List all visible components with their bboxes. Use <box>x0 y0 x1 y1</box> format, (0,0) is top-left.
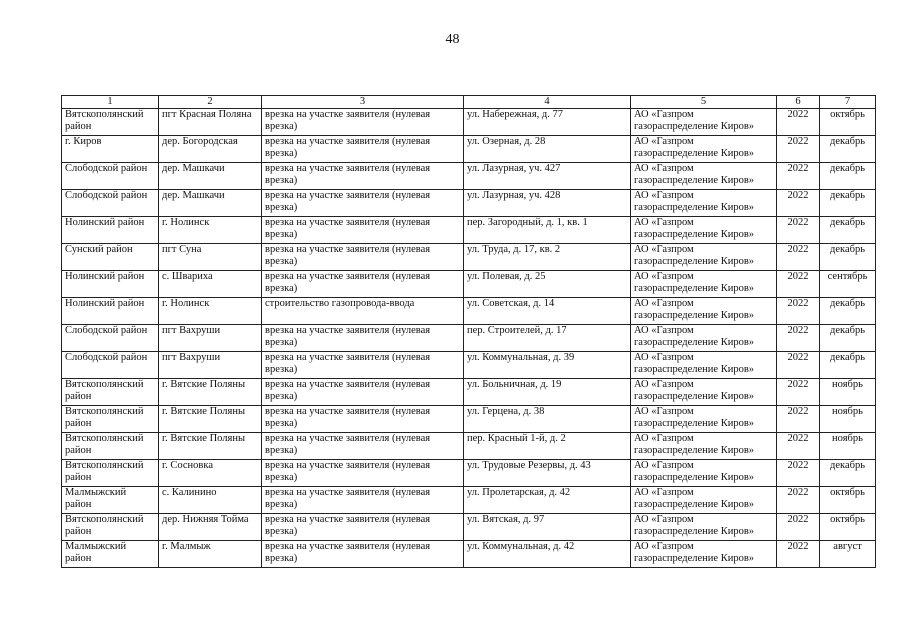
address-cell: ул. Трудовые Резервы, д. 43 <box>464 460 631 487</box>
work-type-cell: врезка на участке заявителя (нулевая врезка) <box>262 406 464 433</box>
district-cell: Слободской район <box>62 190 159 217</box>
year-cell: 2022 <box>777 163 820 190</box>
month-cell: декабрь <box>820 163 876 190</box>
address-cell: ул. Коммунальная, д. 42 <box>464 541 631 568</box>
work-type-cell: врезка на участке заявителя (нулевая врезка) <box>262 190 464 217</box>
work-type-cell: врезка на участке заявителя (нулевая врезка) <box>262 163 464 190</box>
year-cell: 2022 <box>777 136 820 163</box>
district-cell: Слободской район <box>62 352 159 379</box>
table-row <box>62 136 876 163</box>
organization-cell: АО «Газпром газораспределение Киров» <box>631 460 777 487</box>
work-type-cell: врезка на участке заявителя (нулевая врезка) <box>262 244 464 271</box>
work-type-cell: врезка на участке заявителя (нулевая врезка) <box>262 352 464 379</box>
month-cell: ноябрь <box>820 406 876 433</box>
settlement-cell: дер. Нижняя Тойма <box>159 514 262 541</box>
month-cell: декабрь <box>820 190 876 217</box>
district-cell: г. Киров <box>62 136 159 163</box>
settlement-cell: пгт Вахруши <box>159 325 262 352</box>
year-cell: 2022 <box>777 244 820 271</box>
work-type-cell: врезка на участке заявителя (нулевая врезка) <box>262 325 464 352</box>
district-cell: Нолинский район <box>62 217 159 244</box>
district-cell: Вятскополянский район <box>62 109 159 136</box>
year-cell: 2022 <box>777 541 820 568</box>
district-cell: Слободской район <box>62 325 159 352</box>
address-cell: ул. Озерная, д. 28 <box>464 136 631 163</box>
table-row <box>62 217 876 244</box>
district-cell: Вятскополянский район <box>62 514 159 541</box>
district-cell: Вятскополянский район <box>62 379 159 406</box>
organization-cell: АО «Газпром газораспределение Киров» <box>631 514 777 541</box>
work-type-cell: врезка на участке заявителя (нулевая врезка) <box>262 514 464 541</box>
organization-cell: АО «Газпром газораспределение Киров» <box>631 433 777 460</box>
month-cell: август <box>820 541 876 568</box>
month-cell: октябрь <box>820 487 876 514</box>
schedule-table <box>61 95 876 568</box>
settlement-cell: г. Малмыж <box>159 541 262 568</box>
table-row <box>62 433 876 460</box>
organization-cell: АО «Газпром газораспределение Киров» <box>631 406 777 433</box>
table-row <box>62 406 876 433</box>
address-cell: ул. Пролетарская, д. 42 <box>464 487 631 514</box>
column-header: 3 <box>262 96 464 109</box>
address-cell: ул. Больничная, д. 19 <box>464 379 631 406</box>
district-cell: Вятскополянский район <box>62 433 159 460</box>
table-row <box>62 352 876 379</box>
table-row <box>62 271 876 298</box>
district-cell: Вятскополянский район <box>62 406 159 433</box>
address-cell: ул. Труда, д. 17, кв. 2 <box>464 244 631 271</box>
column-header: 1 <box>62 96 159 109</box>
settlement-cell: г. Сосновка <box>159 460 262 487</box>
work-type-cell: строительство газопровода-ввода <box>262 298 464 325</box>
table-row <box>62 109 876 136</box>
organization-cell: АО «Газпром газораспределение Киров» <box>631 217 777 244</box>
settlement-cell: г. Вятские Поляны <box>159 379 262 406</box>
organization-cell: АО «Газпром газораспределение Киров» <box>631 487 777 514</box>
year-cell: 2022 <box>777 460 820 487</box>
column-header: 7 <box>820 96 876 109</box>
column-header: 5 <box>631 96 777 109</box>
table-body <box>62 109 876 568</box>
table-row <box>62 298 876 325</box>
address-cell: ул. Советская, д. 14 <box>464 298 631 325</box>
district-cell: Малмыжский район <box>62 487 159 514</box>
table-row <box>62 325 876 352</box>
settlement-cell: дер. Машкачи <box>159 163 262 190</box>
address-cell: ул. Вятская, д. 97 <box>464 514 631 541</box>
column-number-row <box>62 96 876 109</box>
year-cell: 2022 <box>777 325 820 352</box>
organization-cell: АО «Газпром газораспределение Киров» <box>631 136 777 163</box>
organization-cell: АО «Газпром газораспределение Киров» <box>631 298 777 325</box>
work-type-cell: врезка на участке заявителя (нулевая врезка) <box>262 379 464 406</box>
settlement-cell: г. Вятские Поляны <box>159 406 262 433</box>
organization-cell: АО «Газпром газораспределение Киров» <box>631 271 777 298</box>
month-cell: декабрь <box>820 298 876 325</box>
column-header: 4 <box>464 96 631 109</box>
table-row <box>62 514 876 541</box>
settlement-cell: г. Нолинск <box>159 298 262 325</box>
table-row <box>62 460 876 487</box>
year-cell: 2022 <box>777 406 820 433</box>
year-cell: 2022 <box>777 217 820 244</box>
column-header: 6 <box>777 96 820 109</box>
address-cell: пер. Строителей, д. 17 <box>464 325 631 352</box>
year-cell: 2022 <box>777 190 820 217</box>
month-cell: сентябрь <box>820 271 876 298</box>
month-cell: ноябрь <box>820 379 876 406</box>
settlement-cell: пгт Красная Поляна <box>159 109 262 136</box>
organization-cell: АО «Газпром газораспределение Киров» <box>631 244 777 271</box>
organization-cell: АО «Газпром газораспределение Киров» <box>631 109 777 136</box>
table-row <box>62 244 876 271</box>
settlement-cell: дер. Богородская <box>159 136 262 163</box>
address-cell: ул. Коммунальная, д. 39 <box>464 352 631 379</box>
month-cell: октябрь <box>820 514 876 541</box>
month-cell: декабрь <box>820 244 876 271</box>
address-cell: ул. Набережная, д. 77 <box>464 109 631 136</box>
address-cell: ул. Полевая, д. 25 <box>464 271 631 298</box>
address-cell: пер. Красный 1-й, д. 2 <box>464 433 631 460</box>
organization-cell: АО «Газпром газораспределение Киров» <box>631 541 777 568</box>
address-cell: пер. Загородный, д. 1, кв. 1 <box>464 217 631 244</box>
work-type-cell: врезка на участке заявителя (нулевая врезка) <box>262 433 464 460</box>
settlement-cell: пгт Суна <box>159 244 262 271</box>
organization-cell: АО «Газпром газораспределение Киров» <box>631 379 777 406</box>
work-type-cell: врезка на участке заявителя (нулевая врезка) <box>262 487 464 514</box>
year-cell: 2022 <box>777 352 820 379</box>
work-type-cell: врезка на участке заявителя (нулевая врезка) <box>262 136 464 163</box>
district-cell: Слободской район <box>62 163 159 190</box>
district-cell: Малмыжский район <box>62 541 159 568</box>
district-cell: Нолинский район <box>62 271 159 298</box>
month-cell: ноябрь <box>820 433 876 460</box>
work-type-cell: врезка на участке заявителя (нулевая врезка) <box>262 460 464 487</box>
year-cell: 2022 <box>777 298 820 325</box>
organization-cell: АО «Газпром газораспределение Киров» <box>631 325 777 352</box>
table-row <box>62 379 876 406</box>
settlement-cell: г. Вятские Поляны <box>159 433 262 460</box>
column-header: 2 <box>159 96 262 109</box>
address-cell: ул. Лазурная, уч. 427 <box>464 163 631 190</box>
organization-cell: АО «Газпром газораспределение Киров» <box>631 190 777 217</box>
month-cell: декабрь <box>820 217 876 244</box>
organization-cell: АО «Газпром газораспределение Киров» <box>631 163 777 190</box>
month-cell: декабрь <box>820 136 876 163</box>
month-cell: октябрь <box>820 109 876 136</box>
page-number: 48 <box>445 32 460 47</box>
year-cell: 2022 <box>777 487 820 514</box>
district-cell: Вятскополянский район <box>62 460 159 487</box>
district-cell: Нолинский район <box>62 298 159 325</box>
work-type-cell: врезка на участке заявителя (нулевая врезка) <box>262 541 464 568</box>
month-cell: декабрь <box>820 325 876 352</box>
work-type-cell: врезка на участке заявителя (нулевая врезка) <box>262 271 464 298</box>
settlement-cell: с. Швариха <box>159 271 262 298</box>
month-cell: декабрь <box>820 352 876 379</box>
table-row <box>62 487 876 514</box>
settlement-cell: с. Калинино <box>159 487 262 514</box>
year-cell: 2022 <box>777 379 820 406</box>
year-cell: 2022 <box>777 514 820 541</box>
work-type-cell: врезка на участке заявителя (нулевая врезка) <box>262 109 464 136</box>
organization-cell: АО «Газпром газораспределение Киров» <box>631 352 777 379</box>
table-row <box>62 163 876 190</box>
settlement-cell: пгт Вахруши <box>159 352 262 379</box>
table-row <box>62 541 876 568</box>
settlement-cell: дер. Машкачи <box>159 190 262 217</box>
table-row <box>62 190 876 217</box>
address-cell: ул. Герцена, д. 38 <box>464 406 631 433</box>
settlement-cell: г. Нолинск <box>159 217 262 244</box>
month-cell: декабрь <box>820 460 876 487</box>
year-cell: 2022 <box>777 271 820 298</box>
work-type-cell: врезка на участке заявителя (нулевая врезка) <box>262 217 464 244</box>
year-cell: 2022 <box>777 109 820 136</box>
year-cell: 2022 <box>777 433 820 460</box>
address-cell: ул. Лазурная, уч. 428 <box>464 190 631 217</box>
district-cell: Сунский район <box>62 244 159 271</box>
